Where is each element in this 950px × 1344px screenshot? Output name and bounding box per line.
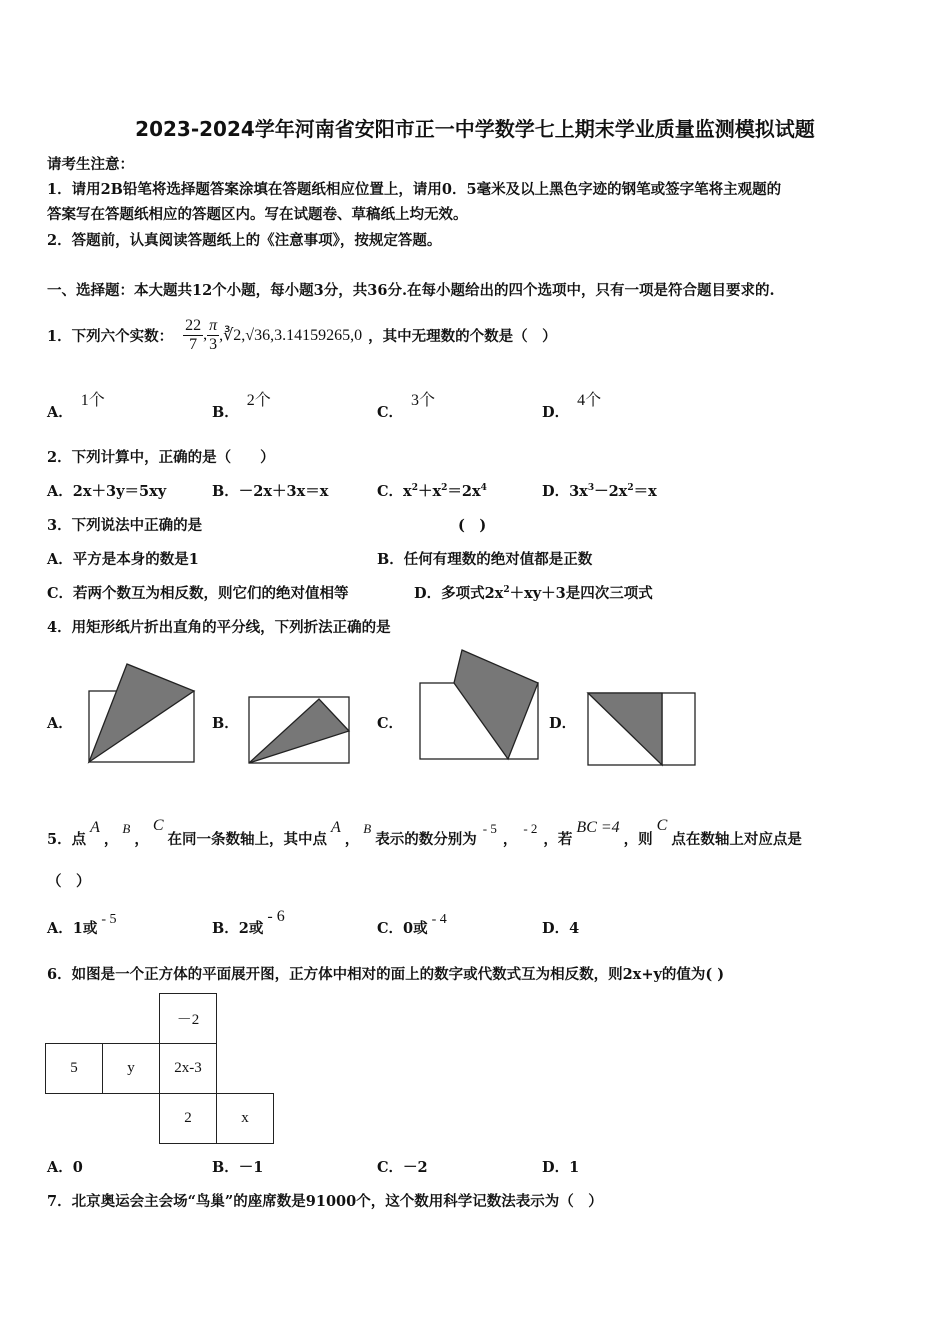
q1-frac-22-7: $\frac{22}{7}$	[185, 316, 202, 353]
q4-figure-c	[417, 647, 543, 763]
net-cell-top: －2	[160, 994, 217, 1044]
section-heading: 一、选择题：本大题共12个小题，每小题3分，共36分.在每小题给出的四个选项中，只有一项是符合题目要求的.	[47, 282, 775, 299]
q2-option-d: D．$3x^3-2x^2=x$	[542, 483, 657, 500]
notice-line2: 2．答题前，认真阅读答题纸上的《注意事项》，按规定答题。	[47, 232, 442, 249]
cube-net	[45, 993, 274, 1144]
q5-option-c: C．0或- 4	[377, 912, 447, 937]
q4-figure-b	[246, 692, 352, 766]
q7-stem: 7．北京奥运会主会场“鸟巢”的座席数是91000个，这个数用科学记数法表示为（ ）	[47, 1193, 603, 1210]
q1-frac-pi-3: $\frac{\pi}{3}$	[209, 316, 218, 353]
q1-stem-b: ，其中无理数的个数是（ ）	[368, 327, 557, 345]
q3-paren: ( )	[458, 517, 487, 534]
q6-option-a: A．0	[47, 1159, 83, 1176]
notice-line1: 1．请用2B铅笔将选择题答案涂填在答题纸相应位置上，请用0．5毫米及以上黑色字迹的钢笔或签字笔将主观题的	[47, 181, 782, 198]
q6-option-d: D．1	[542, 1159, 580, 1176]
q3-option-b: B．任何有理数的绝对值都是正数	[377, 551, 593, 568]
q2-option-c: C．$x^2+x^2=2x^4$	[377, 483, 487, 500]
q6-option-c: C．－2	[377, 1159, 428, 1176]
net-cell-5: 5	[46, 1044, 103, 1094]
notice-line1b: 答案写在答题纸相应的答题区内。写在试题卷、草稿纸上均无效。	[47, 206, 468, 223]
q1-option-d: D．4个	[542, 392, 602, 421]
q2-stem: 2．下列计算中，正确的是（ ）	[47, 449, 275, 466]
q4-stem: 4．用矩形纸片折出直角的平分线，下列折法正确的是	[47, 619, 391, 636]
q3-option-c: C．若两个数互为相反数，则它们的绝对值相等	[47, 585, 349, 602]
q1-option-c: C．3个	[377, 392, 436, 421]
question-1: 1．下列六个实数： $\frac{22}{7}$ , $\frac{\pi}{3}$ ,∛2,√36,3.14159265,0 ，其中无理数的个数是（ ）	[47, 316, 557, 353]
q2-option-a: A．2x＋3y＝5xy	[47, 483, 167, 500]
q3-option-a: A．平方是本身的数是1	[47, 551, 199, 568]
q1-option-b: B．2个	[212, 392, 271, 421]
q4-label-a: A．	[47, 715, 73, 732]
q4-label-d: D．	[549, 715, 577, 732]
q5-stem: 5．点 A ， B ， C 在同一条数轴上，其中点 A ， B 表示的数分别为 - 5 ， - 2 ，若 BC =4 ，则 C 点在数轴上对应点是	[47, 817, 802, 848]
page-title: 2023-2024学年河南省安阳市正一中学数学七上期末学业质量监测模拟试题	[135, 117, 815, 141]
q3-option-d: D．多项式$2x^2+xy+3$是四次三项式	[414, 585, 653, 602]
q2-option-b: B．－2x＋3x＝x	[212, 483, 329, 500]
notice-heading: 请考生注意：	[47, 156, 134, 173]
q4-label-c: C．	[377, 715, 404, 732]
net-cell-bottom: 2	[160, 1094, 217, 1144]
q1-numbers: ,∛2,√36,3.14159265,0	[219, 327, 363, 344]
q4-figure-d	[585, 690, 700, 768]
q4-figure-a	[86, 660, 201, 772]
net-cell-y: y	[103, 1044, 160, 1094]
q5-paren: （ ）	[47, 873, 91, 890]
q1-stem-a: 1．下列六个实数：	[47, 327, 174, 345]
q1-option-a: A．1个	[47, 392, 105, 421]
q3-stem: 3．下列说法中正确的是	[47, 517, 203, 534]
net-cell-center: 2x-3	[160, 1044, 217, 1094]
net-cell-x: x	[217, 1094, 274, 1144]
q6-option-b: B．－1	[212, 1159, 264, 1176]
q6-stem: 6．如图是一个正方体的平面展开图，正方体中相对的面上的数字或代数式互为相反数，则2x+y的值为( )	[47, 966, 725, 983]
q4-label-b: B．	[212, 715, 239, 732]
q5-option-a: A．1或- 5	[47, 912, 117, 937]
q5-option-d: D．4	[542, 920, 580, 937]
q5-option-b: B．2或- 6	[212, 908, 285, 937]
